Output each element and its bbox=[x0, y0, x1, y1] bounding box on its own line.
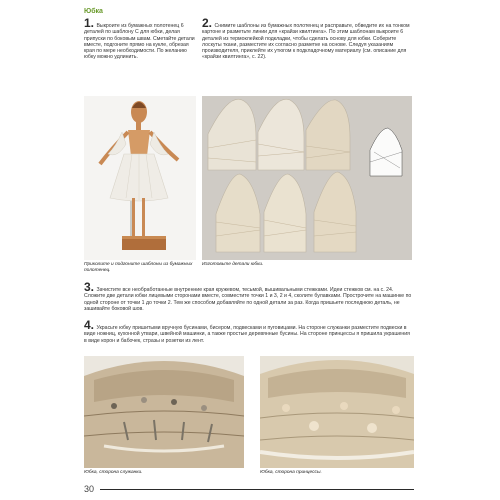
skirt-pieces-photo bbox=[202, 96, 412, 260]
princess-caption-block bbox=[260, 470, 414, 476]
step-1-number: 1. bbox=[84, 16, 95, 30]
step-2-number: 2. bbox=[202, 16, 213, 30]
step-1-rest: Сметайте детали вместе, подгоните прямо на кукле, обрезая края по мере необходимости. По желанию юбку можно удлинить. bbox=[84, 35, 195, 61]
doll-template-photo bbox=[84, 96, 196, 260]
maid-side-illustration bbox=[84, 356, 244, 468]
princess-side-illustration bbox=[260, 356, 414, 468]
step-3 bbox=[84, 282, 414, 312]
step-3-number: 3. bbox=[84, 280, 95, 294]
step-2-text: Снимите шаблоны из бумажных полотенец и расправьте, обведите их на тонком картоне и разметьте линии для «крайзи квилтинга». По этим шаблонам выкроите 6 деталей из термоклейкой подкладки, чтобы сделать основу для юбки. Соберите лоскуты ткани, разместите их согласно разметке на основе. Следуя указаниям производителя, приклейте их утюгом к подкладочному материалу (см. описание для «крайзи квилтинга», с. 22). bbox=[202, 23, 410, 61]
step-4 bbox=[84, 320, 414, 344]
step-1 bbox=[84, 18, 196, 61]
doll-caption-block bbox=[84, 262, 196, 274]
maid-caption-block bbox=[84, 470, 244, 476]
step-3-text: Зачистите все необработанные внутренние края кружевом, тесьмой, вышивальными стежками. Идеи стежков см. на с. 24. Сложите две детали юбки лицевыми сторонами вместе, совместите точки 1 и 3, 2 и 4, сколите булавками. Прострочите на машинке по одной стороне от точки 1 до точки 2. Тем же способом добавляйте по одной детали за раз. Когда пришьете последнюю деталь, не зашивайте боковой шов. bbox=[84, 287, 412, 312]
doll-illustration bbox=[84, 96, 196, 260]
step-4-text: Украсьте юбку пришитыми вручную бусинами, бисером, подвесками и пуговицами. На стороне служанки разместите подвески в виде ножниц, кухонной утвари, швейной машинки, а также простые деревянные бусины. На стороне принцессы я пришила украшения в виде корон и бабочек, стразы и розетки из лент. bbox=[84, 325, 410, 344]
doll-caption: Приколите и подгоните шаблоны из бумажных полотенец. bbox=[84, 262, 193, 273]
footer-rule bbox=[100, 489, 414, 490]
section-title: Юбка bbox=[84, 8, 103, 15]
skirt-maid-side-photo bbox=[84, 356, 244, 468]
page-number: 30 bbox=[84, 484, 95, 494]
maid-caption: Юбка, сторона служанки. bbox=[84, 470, 143, 475]
pieces-caption: Изготовьте детали юбки. bbox=[202, 262, 264, 267]
pieces-caption-block bbox=[202, 262, 412, 268]
step-1-lead: Выкроите из бумажных полотенец 6 деталей по шаблону С для юбки, делая припуски по боковым швам. bbox=[84, 23, 184, 42]
princess-caption: Юбка, сторона принцессы. bbox=[260, 470, 322, 475]
step-2 bbox=[202, 18, 412, 61]
skirt-princess-side-photo bbox=[260, 356, 414, 468]
step-4-number: 4. bbox=[84, 318, 95, 332]
skirt-pieces-illustration bbox=[202, 96, 412, 260]
